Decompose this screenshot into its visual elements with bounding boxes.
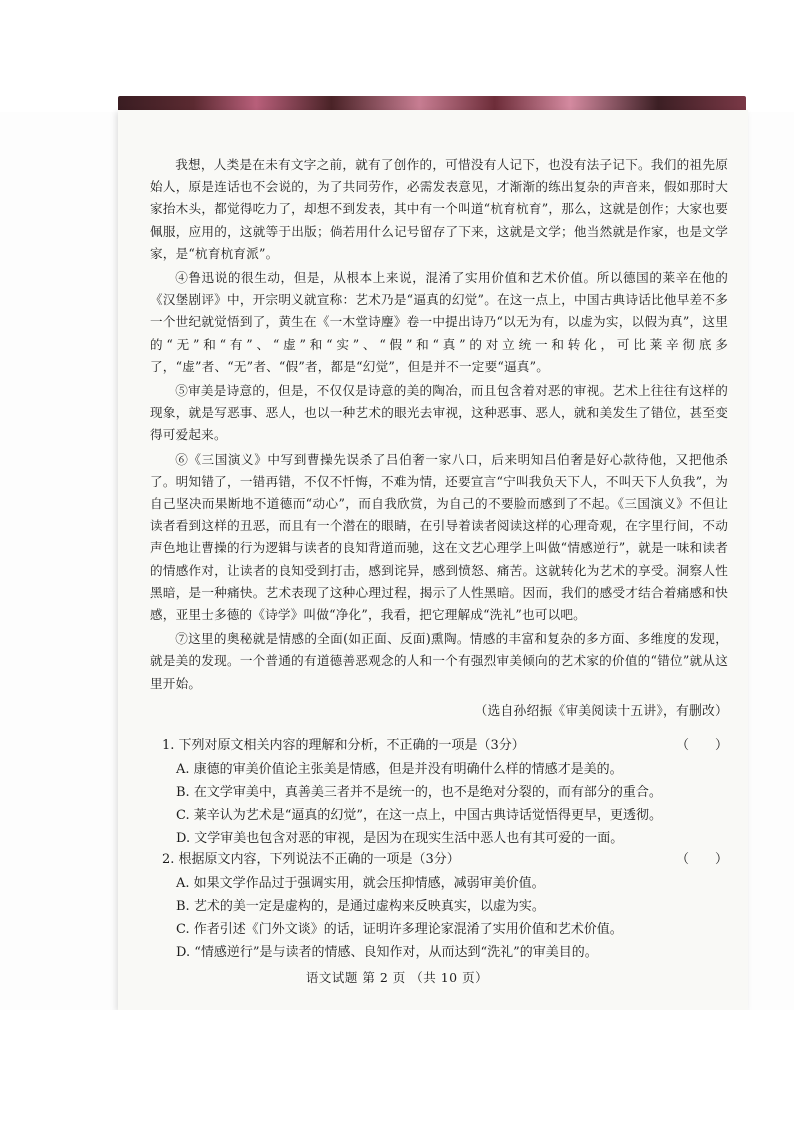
question-1-answer-blank[interactable]: （ ）	[675, 738, 728, 753]
question-2-answer-blank[interactable]: （ ）	[675, 852, 728, 867]
page-footer: 语文试题 第 2 页 （共 10 页）	[305, 970, 489, 985]
passage-paragraph-4: ④鲁迅说的很生动，但是，从根本上来说，混淆了实用价值和艺术价值。所以德国的莱辛在他的《汉堡剧评》中，开宗明义就宣称：艺术乃是“逼真的幻觉”。在这一点上，中国古典诗话比他早差不多一个世纪就觉悟到了，黄生在《一木堂诗麈》卷一中提出诗乃“以无为有，以虚为实，以假为真”，这里的“无”和“有”、“虚”和“实”、“假”和“真”的对立统一和转化，可比莱辛彻底多了，“虚”者、“无”者、“假”者，都是“幻觉”，但是并不一定要“逼真”。	[150, 270, 728, 374]
question-1-stem-text: 1. 下列对原文相关内容的理解和分析，不正确的一项是（3分）	[162, 738, 525, 753]
question-2	[162, 848, 728, 964]
photo-bottom-margin	[0, 1010, 794, 1123]
passage-paragraph-3: 我想，人类是在未有文字之前，就有了创作的，可惜没有人记下，也没有法子记下。我们的祖先原始人，原是连话也不会说的，为了共同劳作，必需发表意见，才渐渐的练出复杂的声音来，假如那时大家抬木头，都觉得吃力了，却想不到发表，其中有一个叫道“杭育杭育”，那么，这就是创作；大家也要佩服，应用的，这就等于出版；倘若用什么记号留存了下来，这就是文学；他当然就是作家，也是文学家，是“杭育杭育派”。	[150, 157, 728, 261]
reading-passage	[150, 154, 728, 723]
question-2-stem-text: 2. 根据原文内容，下列说法不正确的一项是（3分）	[162, 852, 460, 867]
question-1-option-c[interactable]: C. 莱辛认为艺术是“逼真的幻觉”，在这一点上，中国古典诗话觉悟得更早，更透彻。	[176, 808, 663, 823]
question-2-stem	[162, 848, 728, 872]
question-1-option-d[interactable]: D. 文学审美也包含对恶的审视，是因为在现实生活中恶人也有其可爱的一面。	[176, 831, 624, 846]
question-1-option-b[interactable]: B. 在文学审美中，真善美三者并不是统一的，也不是绝对分裂的，而有部分的重合。	[176, 785, 662, 800]
question-2-option-c[interactable]: C. 作者引述《门外文谈》的话，证明许多理论家混淆了实用价值和艺术价值。	[176, 922, 623, 937]
question-2-option-d[interactable]: D. “情感逆行”是与读者的情感、良知作对，从而达到“洗礼”的审美目的。	[176, 945, 598, 960]
passage-source: （选自孙绍振《审美阅读十五讲》，有删改）	[474, 703, 728, 719]
passage-paragraph-6: ⑥《三国演义》中写到曹操先误杀了吕伯奢一家八口，后来明知吕伯奢是好心款待他，又把他杀了。明知错了，一错再错，不仅不忏悔，不难为情，还要宣言“宁叫我负天下人，不叫天下人负我”，为自己坚决而果断地不道德而“动心”，而自我欣赏，为自己的不要脸而感到了不起。《三国演义》不但让读者看到这样的丑恶，而且有一个潜在的眼睛，在引导着读者阅读这样的心理奇观，在字里行间，不动声色地让曹操的行为逻辑与读者的良知背道而驰，这在文艺心理学上叫做“情感逆行”，就是一味和读者的情感作对，让读者的良知受到打击，感到诧异，感到愤怒、痛苦。这就转化为艺术的享受。洞察人性黑暗，是一种痛快。艺术表现了这种心理过程，揭示了人性黑暗。因而，我们的感受才结合着痛感和快感，亚里士多德的《诗学》叫做“净化”，我看，把它理解成“洗礼”也可以吧。	[150, 451, 728, 623]
question-1-option-a[interactable]: A. 康德的审美价值论主张美是情感，但是并没有明确什么样的情感才是美的。	[176, 762, 623, 777]
question-1	[162, 734, 728, 850]
passage-paragraph-7: ⑦这里的奥秘就是情感的全面(如正面、反面)熏陶。情感的丰富和复杂的多方面、多维度的发现，就是美的发现。一个普通的有道德善恶观念的人和一个有强烈审美倾向的艺术家的价值的“错位”就从这里开始。	[150, 631, 728, 691]
question-2-option-a[interactable]: A. 如果文学作品过于强调实用，就会压抑情感，减弱审美价值。	[176, 876, 545, 891]
passage-paragraph-5: ⑤审美是诗意的，但是，不仅仅是诗意的美的陶冶，而且包含着对恶的审视。艺术上往往有这样的现象，就是写恶事、恶人，也以一种艺术的眼光去审视，这种恶事、恶人，就和美发生了错位，甚至变得可爱起来。	[150, 383, 728, 443]
question-2-option-b[interactable]: B. 艺术的美一定是虚构的，是通过虚构来反映真实，以虚为实。	[176, 899, 545, 914]
question-1-stem	[162, 734, 728, 758]
